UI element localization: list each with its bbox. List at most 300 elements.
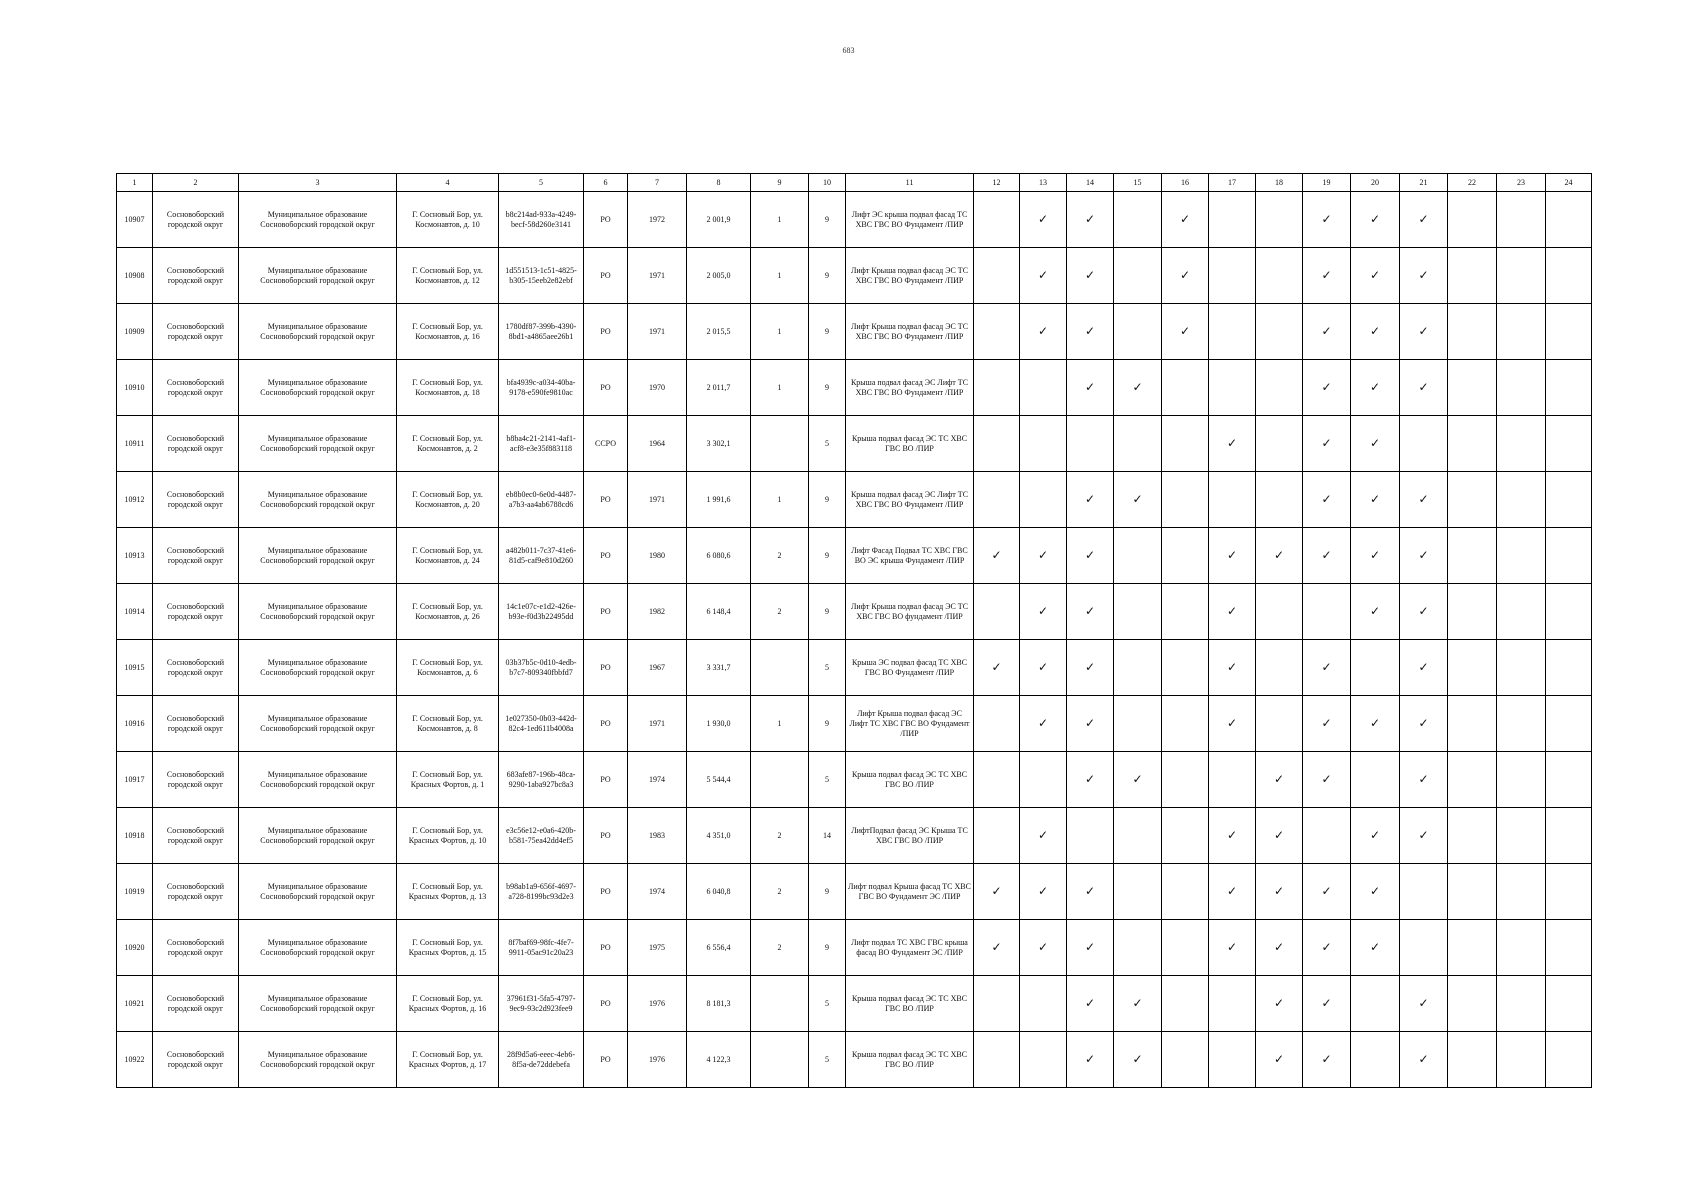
check-cell — [1114, 304, 1162, 360]
checkmark-icon: ✓ — [1132, 1051, 1143, 1066]
district-cell: Сосновоборский городской округ — [153, 696, 239, 752]
check-cell — [1114, 696, 1162, 752]
area-cell: 2 001,9 — [687, 192, 751, 248]
column-number: 24 — [1546, 174, 1592, 192]
checkmark-icon: ✓ — [1226, 547, 1238, 562]
municipality-cell: Муниципальное образование Сосновоборский городской округ — [239, 528, 397, 584]
checkmark-icon: ✓ — [1273, 995, 1285, 1010]
check-cell — [1209, 752, 1256, 808]
check-cell — [1256, 248, 1303, 304]
district-cell: Сосновоборский городской округ — [153, 808, 239, 864]
check-cell — [1546, 472, 1592, 528]
address-cell: Г. Сосновый Бор, ул. Космонавтов, д. 10 — [397, 192, 499, 248]
check-cell — [1400, 864, 1448, 920]
col9-cell — [751, 976, 809, 1032]
guid-cell: 683afe87-196b-48ca-9290-1aba927bc8a3 — [499, 752, 584, 808]
checkmark-icon: ✓ — [1321, 379, 1332, 394]
floors-cell: 9 — [809, 192, 846, 248]
check-cell — [1020, 360, 1067, 416]
check-cell — [1209, 1032, 1256, 1088]
check-cell — [1400, 304, 1448, 360]
col9-cell — [751, 640, 809, 696]
check-cell — [1497, 696, 1546, 752]
row-id: 10919 — [117, 864, 153, 920]
check-cell — [1351, 248, 1400, 304]
municipality-cell: Муниципальное образование Сосновоборский городской округ — [239, 920, 397, 976]
checkmark-icon: ✓ — [1273, 771, 1285, 786]
district-cell: Сосновоборский городской округ — [153, 920, 239, 976]
check-cell — [1114, 192, 1162, 248]
column-number: 11 — [846, 174, 974, 192]
check-cell — [1162, 1032, 1209, 1088]
check-cell — [1303, 304, 1351, 360]
check-cell — [1162, 584, 1209, 640]
check-cell — [1067, 1032, 1114, 1088]
guid-cell: e3c56e12-e0a6-420b-b581-75ea42dd4ef5 — [499, 808, 584, 864]
check-cell — [1400, 528, 1448, 584]
check-cell — [1303, 640, 1351, 696]
table-row — [117, 528, 1592, 584]
check-cell — [1303, 1032, 1351, 1088]
check-cell — [1020, 304, 1067, 360]
checkmark-icon: ✓ — [1369, 603, 1381, 618]
type-cell: РО — [584, 808, 628, 864]
table-row — [117, 696, 1592, 752]
floors-cell: 9 — [809, 248, 846, 304]
check-cell — [1067, 248, 1114, 304]
check-cell — [1020, 472, 1067, 528]
check-cell — [1209, 920, 1256, 976]
area-cell: 1 991,6 — [687, 472, 751, 528]
checkmark-icon: ✓ — [1369, 547, 1381, 562]
year-cell: 1970 — [628, 360, 687, 416]
checkmark-icon: ✓ — [1418, 267, 1429, 282]
check-cell — [974, 584, 1020, 640]
year-cell: 1967 — [628, 640, 687, 696]
checkmark-icon: ✓ — [1418, 1051, 1429, 1066]
check-cell — [1546, 1032, 1592, 1088]
check-cell — [1067, 752, 1114, 808]
check-cell — [1546, 528, 1592, 584]
checkmark-icon: ✓ — [1132, 771, 1143, 786]
check-cell — [1020, 640, 1067, 696]
district-cell: Сосновоборский городской округ — [153, 584, 239, 640]
page-number: 683 — [842, 46, 855, 55]
checkmark-icon: ✓ — [1226, 883, 1238, 898]
type-cell: РО — [584, 360, 628, 416]
table-row — [117, 920, 1592, 976]
table-row — [117, 248, 1592, 304]
checkmark-icon: ✓ — [1321, 211, 1332, 226]
check-cell — [1400, 248, 1448, 304]
checkmark-icon: ✓ — [1369, 939, 1381, 954]
floors-cell: 5 — [809, 752, 846, 808]
district-cell: Сосновоборский городской округ — [153, 248, 239, 304]
check-cell — [974, 360, 1020, 416]
municipality-cell: Муниципальное образование Сосновоборский городской округ — [239, 472, 397, 528]
district-cell: Сосновоборский городской округ — [153, 360, 239, 416]
check-cell — [1546, 752, 1592, 808]
municipality-cell: Муниципальное образование Сосновоборский городской округ — [239, 584, 397, 640]
floors-cell: 5 — [809, 416, 846, 472]
col9-cell: 2 — [751, 584, 809, 640]
municipality-cell: Муниципальное образование Сосновоборский городской округ — [239, 976, 397, 1032]
check-cell — [1209, 248, 1256, 304]
checkmark-icon: ✓ — [1369, 323, 1381, 338]
check-cell — [1351, 360, 1400, 416]
check-cell — [1162, 640, 1209, 696]
check-cell — [1067, 192, 1114, 248]
check-cell — [1020, 248, 1067, 304]
works-cell: ЛифтПодвал фасад ЭС Крыша ТС ХВС ГВС ВО /ПИР — [846, 808, 974, 864]
type-cell: РО — [584, 696, 628, 752]
municipality-cell: Муниципальное образование Сосновоборский городской округ — [239, 248, 397, 304]
check-cell — [1497, 416, 1546, 472]
guid-cell: b98ab1a9-656f-4697-a728-8199bc93d2e3 — [499, 864, 584, 920]
check-cell — [1448, 752, 1497, 808]
type-cell: ССРО — [584, 416, 628, 472]
column-number: 8 — [687, 174, 751, 192]
check-cell — [1162, 920, 1209, 976]
floors-cell: 9 — [809, 304, 846, 360]
check-cell — [1497, 640, 1546, 696]
check-cell — [1546, 192, 1592, 248]
checkmark-icon: ✓ — [1321, 995, 1332, 1010]
type-cell: РО — [584, 192, 628, 248]
checkmark-icon: ✓ — [1321, 715, 1332, 730]
area-cell: 4 351,0 — [687, 808, 751, 864]
type-cell: РО — [584, 528, 628, 584]
address-cell: Г. Сосновый Бор, ул. Космонавтов, д. 18 — [397, 360, 499, 416]
column-number: 12 — [974, 174, 1020, 192]
checkmark-icon: ✓ — [1084, 883, 1096, 898]
checkmark-icon: ✓ — [1273, 883, 1285, 898]
check-cell — [1162, 416, 1209, 472]
municipality-cell: Муниципальное образование Сосновоборский городской округ — [239, 696, 397, 752]
checkmark-icon: ✓ — [1084, 939, 1096, 954]
guid-cell: 8f7baf69-98fc-4fe7-9911-05ac91c20a23 — [499, 920, 584, 976]
year-cell: 1974 — [628, 864, 687, 920]
checkmark-icon: ✓ — [1084, 1051, 1096, 1066]
check-cell — [1256, 640, 1303, 696]
check-cell — [974, 416, 1020, 472]
check-cell — [1162, 696, 1209, 752]
guid-cell: b8c214ad-933a-4249-becf-58d260e3141 — [499, 192, 584, 248]
checkmark-icon: ✓ — [1084, 603, 1096, 618]
area-cell: 8 181,3 — [687, 976, 751, 1032]
check-cell — [1209, 360, 1256, 416]
district-cell: Сосновоборский городской округ — [153, 1032, 239, 1088]
type-cell: РО — [584, 584, 628, 640]
check-cell — [1448, 304, 1497, 360]
address-cell: Г. Сосновый Бор, ул. Космонавтов, д. 2 — [397, 416, 499, 472]
check-cell — [1448, 360, 1497, 416]
check-cell — [1448, 472, 1497, 528]
table-row — [117, 1032, 1592, 1088]
year-cell: 1982 — [628, 584, 687, 640]
check-cell — [1448, 864, 1497, 920]
col9-cell: 1 — [751, 696, 809, 752]
check-cell — [1020, 696, 1067, 752]
check-cell — [1303, 528, 1351, 584]
check-cell — [1351, 640, 1400, 696]
check-cell — [1114, 472, 1162, 528]
checkmark-icon: ✓ — [1179, 267, 1191, 282]
check-cell — [1162, 808, 1209, 864]
checkmark-icon: ✓ — [1321, 547, 1332, 562]
col9-cell: 1 — [751, 472, 809, 528]
year-cell: 1964 — [628, 416, 687, 472]
type-cell: РО — [584, 920, 628, 976]
checkmark-icon: ✓ — [1369, 715, 1381, 730]
table-row — [117, 640, 1592, 696]
check-cell — [974, 864, 1020, 920]
check-cell — [1020, 528, 1067, 584]
floors-cell: 5 — [809, 976, 846, 1032]
check-cell — [1400, 416, 1448, 472]
checkmark-icon: ✓ — [1418, 771, 1429, 786]
checkmark-icon: ✓ — [1132, 995, 1143, 1010]
check-cell — [1351, 752, 1400, 808]
check-cell — [1020, 1032, 1067, 1088]
checkmark-icon: ✓ — [1084, 547, 1096, 562]
column-number: 4 — [397, 174, 499, 192]
checkmark-icon: ✓ — [1321, 659, 1332, 674]
check-cell — [1400, 976, 1448, 1032]
works-cell: Крыша подвал фасад ЭС Лифт ТС ХВС ГВС ВО Фундамент /ПИР — [846, 360, 974, 416]
checkmark-icon: ✓ — [1369, 267, 1381, 282]
checkmark-icon: ✓ — [1273, 827, 1285, 842]
check-cell — [1256, 920, 1303, 976]
row-id: 10918 — [117, 808, 153, 864]
check-cell — [1067, 808, 1114, 864]
checkmark-icon: ✓ — [1226, 827, 1238, 842]
row-id: 10907 — [117, 192, 153, 248]
address-cell: Г. Сосновый Бор, ул. Красных Фортов, д. 10 — [397, 808, 499, 864]
check-cell — [974, 640, 1020, 696]
check-cell — [1303, 864, 1351, 920]
check-cell — [1448, 1032, 1497, 1088]
checkmark-icon: ✓ — [1321, 435, 1332, 450]
check-cell — [974, 808, 1020, 864]
check-cell — [1256, 976, 1303, 1032]
check-cell — [1400, 1032, 1448, 1088]
check-cell — [1546, 696, 1592, 752]
check-cell — [1114, 920, 1162, 976]
check-cell — [1448, 640, 1497, 696]
check-cell — [1546, 304, 1592, 360]
floors-cell: 9 — [809, 920, 846, 976]
year-cell: 1974 — [628, 752, 687, 808]
check-cell — [1020, 416, 1067, 472]
column-number: 23 — [1497, 174, 1546, 192]
table-row — [117, 360, 1592, 416]
col9-cell — [751, 416, 809, 472]
table-row — [117, 752, 1592, 808]
checkmark-icon: ✓ — [1037, 267, 1049, 282]
area-cell: 2 011,7 — [687, 360, 751, 416]
checkmark-icon: ✓ — [1226, 603, 1238, 618]
column-number: 18 — [1256, 174, 1303, 192]
col9-cell — [751, 1032, 809, 1088]
checkmark-icon: ✓ — [991, 939, 1002, 954]
check-cell — [1448, 976, 1497, 1032]
check-cell — [1020, 864, 1067, 920]
check-cell — [1303, 808, 1351, 864]
municipality-cell: Муниципальное образование Сосновоборский городской округ — [239, 640, 397, 696]
column-number: 2 — [153, 174, 239, 192]
address-cell: Г. Сосновый Бор, ул. Космонавтов, д. 20 — [397, 472, 499, 528]
table-row — [117, 416, 1592, 472]
check-cell — [1256, 1032, 1303, 1088]
check-cell — [1020, 752, 1067, 808]
column-number: 17 — [1209, 174, 1256, 192]
check-cell — [1256, 808, 1303, 864]
works-cell: Лифт ЭС крыша подвал фасад ТС ХВС ГВС ВО Фундамент /ПИР — [846, 192, 974, 248]
floors-cell: 9 — [809, 696, 846, 752]
row-id: 10913 — [117, 528, 153, 584]
check-cell — [1209, 472, 1256, 528]
check-cell — [1351, 1032, 1400, 1088]
floors-cell: 9 — [809, 584, 846, 640]
checkmark-icon: ✓ — [1037, 883, 1049, 898]
table-row — [117, 808, 1592, 864]
address-cell: Г. Сосновый Бор, ул. Космонавтов, д. 16 — [397, 304, 499, 360]
check-cell — [1400, 192, 1448, 248]
checkmark-icon: ✓ — [1369, 379, 1381, 394]
check-cell — [1351, 528, 1400, 584]
year-cell: 1971 — [628, 696, 687, 752]
check-cell — [1546, 976, 1592, 1032]
check-cell — [1400, 696, 1448, 752]
check-cell — [1351, 472, 1400, 528]
floors-cell: 5 — [809, 640, 846, 696]
column-number: 22 — [1448, 174, 1497, 192]
check-cell — [1400, 808, 1448, 864]
check-cell — [1497, 920, 1546, 976]
column-number: 21 — [1400, 174, 1448, 192]
address-cell: Г. Сосновый Бор, ул. Космонавтов, д. 26 — [397, 584, 499, 640]
checkmark-icon: ✓ — [1084, 491, 1096, 506]
checkmark-icon: ✓ — [1418, 491, 1429, 506]
table-row — [117, 584, 1592, 640]
col9-cell: 2 — [751, 528, 809, 584]
address-cell: Г. Сосновый Бор, ул. Красных Фортов, д. 15 — [397, 920, 499, 976]
col9-cell: 1 — [751, 360, 809, 416]
check-cell — [1400, 752, 1448, 808]
check-cell — [1351, 584, 1400, 640]
check-cell — [1114, 248, 1162, 304]
check-cell — [1162, 864, 1209, 920]
check-cell — [974, 1032, 1020, 1088]
check-cell — [1256, 360, 1303, 416]
col9-cell: 2 — [751, 808, 809, 864]
checkmark-icon: ✓ — [991, 659, 1002, 674]
check-cell — [1209, 864, 1256, 920]
checkmark-icon: ✓ — [1037, 715, 1049, 730]
checkmark-icon: ✓ — [1037, 939, 1049, 954]
row-id: 10920 — [117, 920, 153, 976]
floors-cell: 5 — [809, 1032, 846, 1088]
municipality-cell: Муниципальное образование Сосновоборский городской округ — [239, 808, 397, 864]
type-cell: РО — [584, 304, 628, 360]
check-cell — [1114, 360, 1162, 416]
type-cell: РО — [584, 752, 628, 808]
check-cell — [1256, 472, 1303, 528]
works-cell: Лифт Крыша подвал фасад ЭС ТС ХВС ГВС ВО Фундамент /ПИР — [846, 248, 974, 304]
check-cell — [1351, 864, 1400, 920]
check-cell — [1351, 976, 1400, 1032]
district-cell: Сосновоборский городской округ — [153, 304, 239, 360]
district-cell: Сосновоборский городской округ — [153, 472, 239, 528]
check-cell — [1067, 696, 1114, 752]
row-id: 10916 — [117, 696, 153, 752]
municipality-cell: Муниципальное образование Сосновоборский городской округ — [239, 864, 397, 920]
check-cell — [1067, 416, 1114, 472]
check-cell — [1162, 472, 1209, 528]
checkmark-icon: ✓ — [1273, 1051, 1285, 1066]
check-cell — [1020, 584, 1067, 640]
check-cell — [1256, 192, 1303, 248]
check-cell — [1209, 304, 1256, 360]
check-cell — [1114, 528, 1162, 584]
check-cell — [1546, 808, 1592, 864]
check-cell — [1256, 528, 1303, 584]
checkmark-icon: ✓ — [1369, 827, 1381, 842]
check-cell — [1400, 360, 1448, 416]
district-cell: Сосновоборский городской округ — [153, 528, 239, 584]
row-id: 10921 — [117, 976, 153, 1032]
checkmark-icon: ✓ — [1418, 547, 1429, 562]
check-cell — [974, 920, 1020, 976]
guid-cell: 1d551513-1c51-4825-b305-15eeb2e82ebf — [499, 248, 584, 304]
year-cell: 1972 — [628, 192, 687, 248]
check-cell — [1448, 192, 1497, 248]
check-cell — [1303, 584, 1351, 640]
column-number: 5 — [499, 174, 584, 192]
checkmark-icon: ✓ — [1321, 267, 1332, 282]
checkmark-icon: ✓ — [1321, 771, 1332, 786]
works-cell: Крыша подвал фасад ЭС ТС ХВС ГВС ВО /ПИР — [846, 416, 974, 472]
type-cell: РО — [584, 1032, 628, 1088]
check-cell — [1497, 808, 1546, 864]
check-cell — [1067, 864, 1114, 920]
check-cell — [1303, 752, 1351, 808]
checkmark-icon: ✓ — [1037, 323, 1049, 338]
check-cell — [1303, 472, 1351, 528]
checkmark-icon: ✓ — [1084, 771, 1096, 786]
year-cell: 1971 — [628, 304, 687, 360]
check-cell — [1067, 976, 1114, 1032]
checkmark-icon: ✓ — [1418, 379, 1429, 394]
municipality-cell: Муниципальное образование Сосновоборский городской округ — [239, 1032, 397, 1088]
check-cell — [1400, 920, 1448, 976]
check-cell — [1497, 976, 1546, 1032]
check-cell — [1546, 640, 1592, 696]
checkmark-icon: ✓ — [1418, 211, 1429, 226]
check-cell — [974, 248, 1020, 304]
check-cell — [1114, 640, 1162, 696]
checkmark-icon: ✓ — [991, 883, 1002, 898]
check-cell — [1351, 304, 1400, 360]
check-cell — [1497, 528, 1546, 584]
col9-cell: 1 — [751, 304, 809, 360]
check-cell — [1546, 416, 1592, 472]
check-cell — [1497, 1032, 1546, 1088]
table-row — [117, 472, 1592, 528]
check-cell — [1114, 808, 1162, 864]
check-cell — [1020, 976, 1067, 1032]
